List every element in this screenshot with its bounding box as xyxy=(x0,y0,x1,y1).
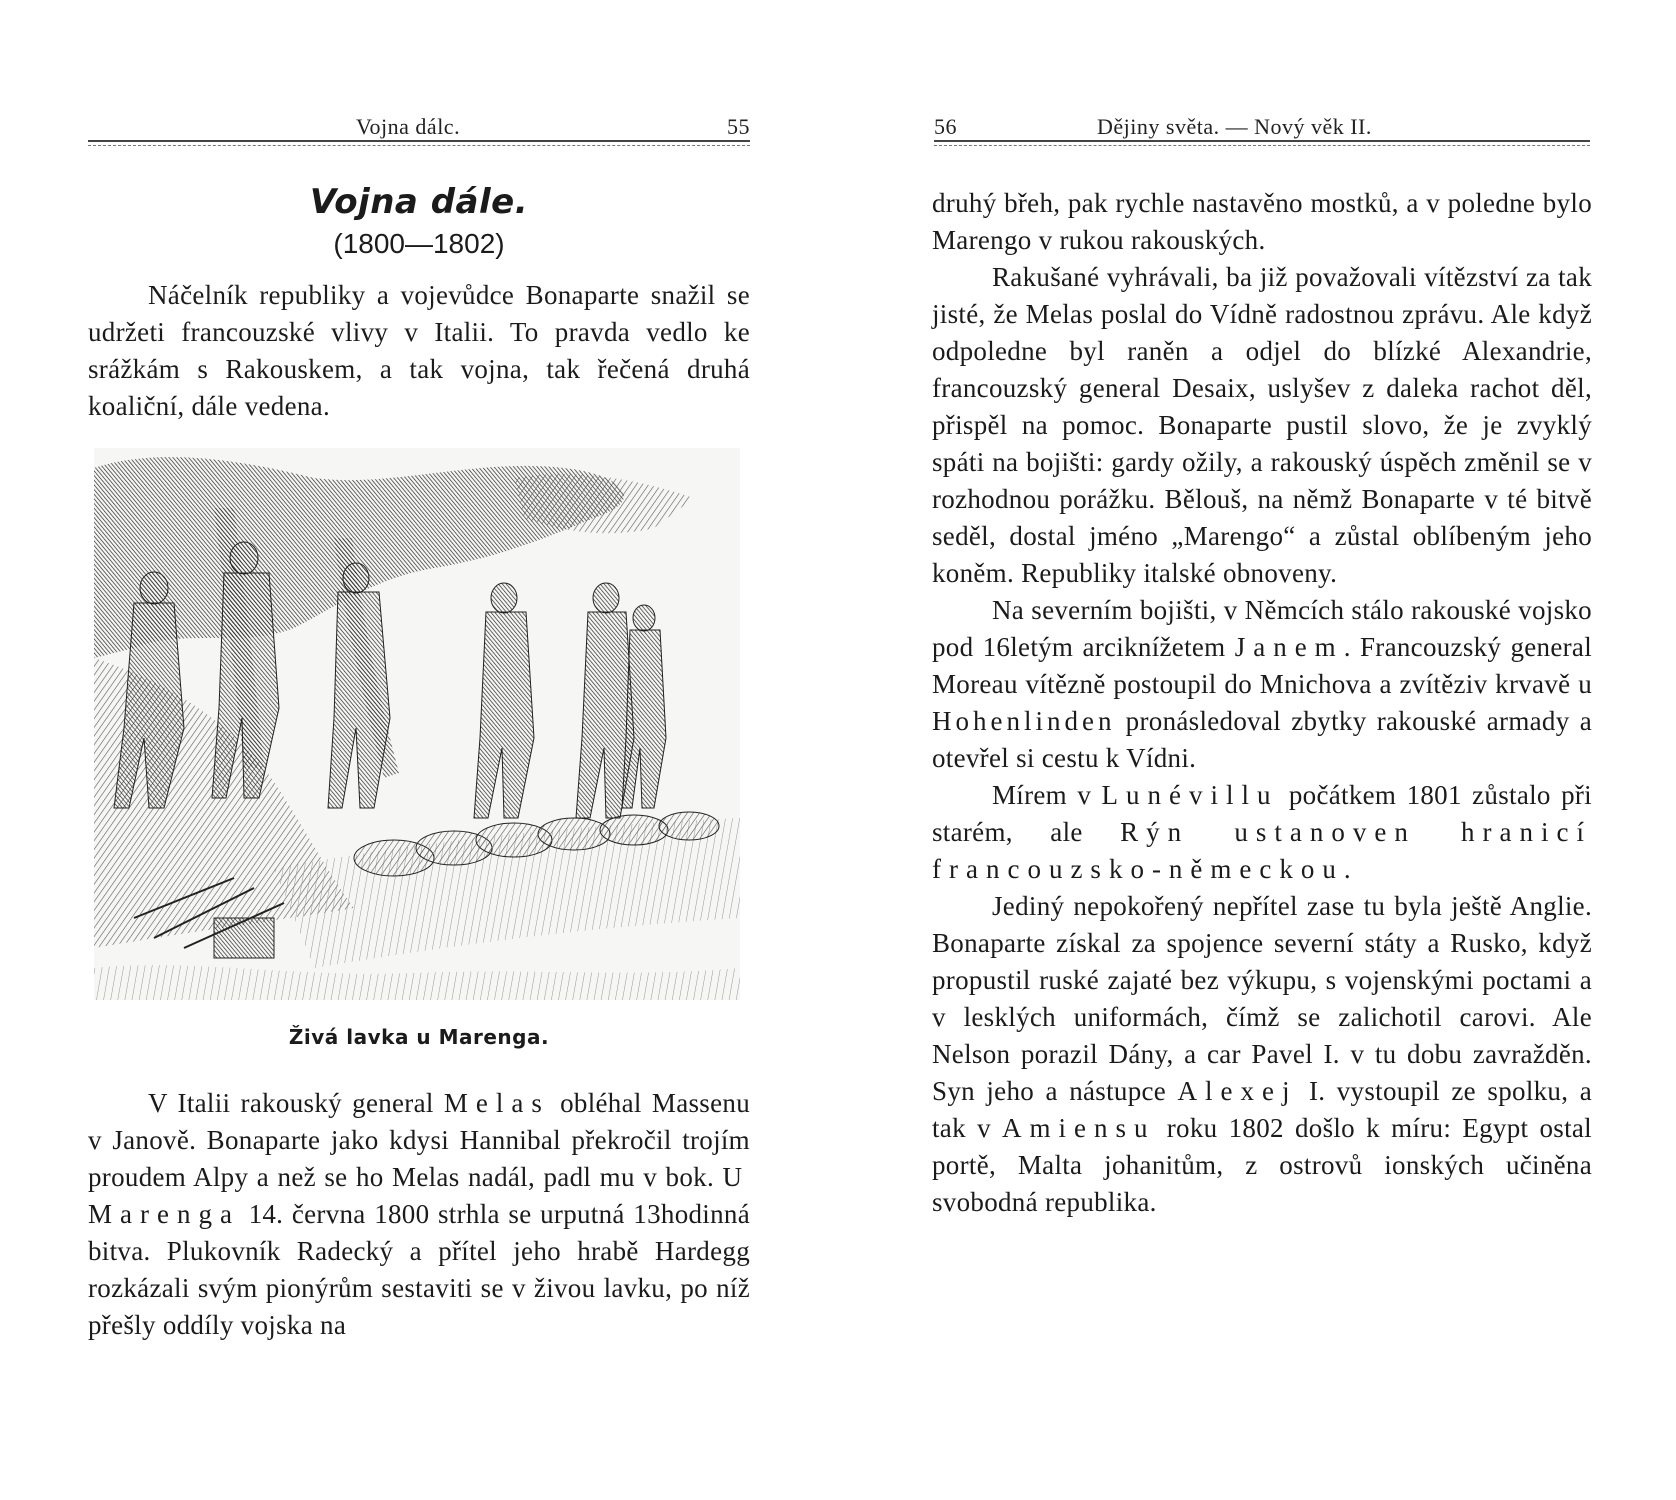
right-paragraph-5 xyxy=(932,888,1592,1221)
header-rule xyxy=(88,140,750,142)
illustration-marengo-bridge xyxy=(94,448,740,1000)
right-running-title: Dějiny světa. — Nový věk II. xyxy=(1097,114,1372,139)
illustration-caption: Živá lavka u Marenga. xyxy=(288,1025,550,1049)
left-page-number: 55 xyxy=(727,114,750,139)
right-page-number: 56 xyxy=(934,114,957,139)
spaced-name-amiens: Amiensu xyxy=(1002,1113,1156,1143)
text-segment: . xyxy=(1343,854,1351,884)
spaced-phrase-ryn: Rýn ustanoven hranicí francouzsko-německou xyxy=(932,817,1592,884)
intro-paragraph-block xyxy=(88,277,750,425)
text-segment: Mírem v xyxy=(992,780,1102,810)
text-segment: pronásledoval zbytky rakouské armady a otevřel si cestu k Vídni. xyxy=(932,706,1592,773)
chapter-title: Vojna dále. xyxy=(309,182,529,222)
right-page xyxy=(838,0,1676,1500)
intro-paragraph: Náčelník republiky a vojevůdce Bonaparte snažil se udržeti francouzské vlivy v Italii. To pravda vedlo ke srážkám s Rakouskem, a tak vojna, tak řečená druhá koaliční, dále vedena. xyxy=(88,280,750,421)
header-rule-thin xyxy=(88,145,750,146)
chapter-years: (1800—1802) xyxy=(333,228,505,259)
text-segment: . Francouzský general Moreau vítězně postoupil do Mnichova a zvítěziv krvavě u xyxy=(932,632,1593,699)
header-rule xyxy=(934,140,1590,142)
right-text-block xyxy=(932,185,1592,1221)
text-segment: počátkem 1801 zůstalo při starém, ale xyxy=(932,780,1592,847)
spaced-name-marenga: U Marenga xyxy=(88,1162,750,1229)
text-segment: Na severním bojišti, v Němcích stálo rakouské vojsko pod 16letým arciknížetem xyxy=(932,595,1592,662)
spaced-name-janem: Janem xyxy=(1234,632,1344,662)
right-paragraph-4 xyxy=(932,777,1592,888)
spaced-name-luneville: Lunévillu xyxy=(1101,780,1279,810)
text-segment: 14. června 1800 strhla se urputná 13hodinná bitva. Plukovník Radecký a přítel jeho hrabě Hardegg rozkázali svým pionýrům sestaviti se v živou lavku, po níž přešly oddíly vojska na xyxy=(88,1199,750,1340)
left-lower-text-block xyxy=(88,1085,750,1344)
spaced-name-alexej: Alexej xyxy=(1177,1076,1298,1106)
header-rule-thin xyxy=(934,145,1590,146)
spaced-name-hohenlinden: Hohenlinden xyxy=(932,706,1116,736)
text-segment: Jediný nepokořený nepřítel zase tu byla ještě Anglie. Bonaparte získal za spojence severní státy a Rusko, když propustil ruské zajaté bez výkupu, s vojenskými poctami a v lesklých uniformách, čímž se zalichotil carovi. Ale Nelson porazil Dány, a car Pavel I. v tu dobu zavražděn. Syn jeho a nástupce xyxy=(932,891,1592,1106)
spaced-name-melas: Melas xyxy=(443,1088,550,1118)
text-segment: I. vystoupil ze spolku, a tak v xyxy=(932,1076,1592,1143)
text-segment: V Italii rakouský general xyxy=(148,1088,444,1118)
right-paragraph-2: Rakušané vyhrávali, ba již považovali vítězství za tak jisté, že Melas poslal do Vídně radostnou zprávu. Ale když odpoledne byl raněn a odjel do blízké Alexandrie, francouzský general Desaix, uslyšev z daleka rachot děl, přispěl na pomoc. Bonaparte pustil slovo, že je zvyklý spáti na bojišti: gardy ožily, a rakouský úspěch změnil se v rozhodnou porážku. Bělouš, na němž Bonaparte v té bitvě seděl, dostal jméno „Marengo“ a zůstal oblíbeným jeho koněm. Republiky italské obnoveny. xyxy=(932,262,1592,588)
right-paragraph-1: druhý břeh, pak rychle nastavěno mostků, a v poledne bylo Marengo v rukou rakouských. xyxy=(932,188,1592,255)
left-running-title: Vojna dálc. xyxy=(356,114,461,139)
text-segment: roku 1802 došlo k míru: Egypt ostal portě, Malta johanitům, z ostrovů ionských učiněna svobodná republika. xyxy=(932,1113,1592,1217)
right-paragraph-3 xyxy=(932,592,1592,777)
left-running-head xyxy=(88,108,750,144)
left-paragraph-2 xyxy=(88,1085,750,1344)
text-segment: obléhal Massenu v Janově. Bonaparte jako kdysi Hannibal překročil trojím proudem Alpy a než se ho Melas nadál, padl mu v bok. xyxy=(88,1088,750,1192)
right-running-head xyxy=(934,108,1590,144)
